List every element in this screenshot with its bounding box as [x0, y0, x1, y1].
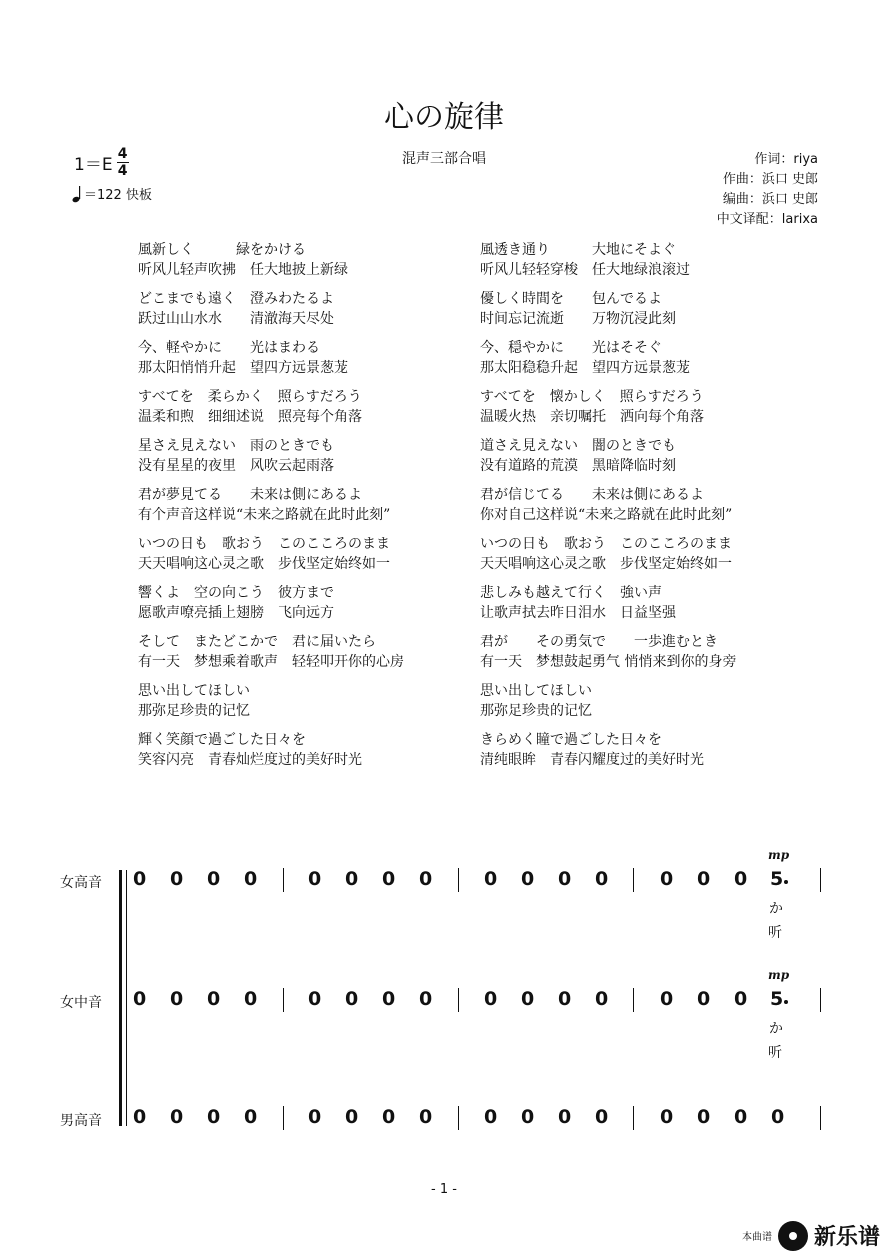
note: 0	[382, 1106, 396, 1128]
lyric-line-japanese: いつの日も 歌おう このこころのまま	[138, 536, 390, 552]
lyric-stanza	[480, 436, 736, 485]
lyric-stanza	[138, 681, 404, 730]
barline	[633, 988, 634, 1012]
subtitle: 混声三部合唱	[402, 151, 486, 167]
lyric-line-japanese: 風透き通り 大地にそよぐ	[480, 242, 676, 258]
quarter-note-icon	[72, 185, 82, 203]
part-label: 女中音	[60, 995, 102, 1011]
note: 0	[133, 988, 147, 1010]
lyric-line-japanese: そして またどこかで 君に届いたら	[138, 634, 376, 650]
lyric-line-japanese: すべてを 懐かしく 照らすだろう	[480, 389, 704, 405]
lyrics-right-column	[480, 240, 736, 779]
note: 0	[660, 1106, 674, 1128]
note: 0	[419, 988, 433, 1010]
tempo-text: ＝122 快板	[84, 188, 152, 203]
note: 0	[382, 988, 396, 1010]
lyric-stanza	[480, 387, 736, 436]
time-top: 4	[117, 146, 128, 162]
lyric-line-japanese: 優しく時間を 包んでるよ	[480, 291, 662, 307]
lyric-line-chinese: 天天唱响这心灵之歌 步伐坚定始终如一	[480, 556, 732, 572]
lyric-stanza	[138, 485, 404, 534]
lyric-line-japanese: 響くよ 空の向こう 彼方まで	[138, 585, 334, 601]
pickup-note: 5	[770, 868, 784, 890]
lyric-line-chinese: 有一天 梦想乘着歌声 轻轻叩开你的心房	[138, 654, 404, 670]
lyric-stanza	[480, 534, 736, 583]
lyric-line-japanese: 星さえ見えない 雨のときでも	[138, 438, 334, 454]
lyric-line-japanese: 君が その勇気で 一歩進むとき	[480, 634, 718, 650]
lyric-line-chinese: 没有道路的荒漠 黑暗降临时刻	[480, 458, 676, 474]
logo-text: 新乐谱	[813, 1225, 880, 1250]
note: 0	[484, 1106, 498, 1128]
lyric-line-japanese: どこまでも遠く 澄みわたるよ	[138, 291, 334, 307]
note: 0	[521, 868, 535, 890]
time-signature	[117, 146, 129, 179]
credit-translator: 中文译配：larixa	[716, 212, 818, 227]
lyric-stanza	[138, 240, 404, 289]
note: 0	[521, 988, 535, 1010]
logo-small-text: 本曲谱	[741, 1232, 772, 1243]
barline	[633, 1106, 634, 1130]
lyric-stanza	[480, 485, 736, 534]
lyric-line-chinese: 听风儿轻轻穿梭 任大地绿浪滚过	[480, 262, 690, 278]
note-lyric-chinese: 听	[768, 1045, 782, 1061]
lyric-line-chinese: 温暖火热 亲切嘱托 洒向每个角落	[480, 409, 704, 425]
credit-lyrics: 作词：riya	[754, 152, 818, 167]
lyric-line-japanese: きらめく瞳で過ごした日々を	[480, 732, 662, 748]
lyric-line-chinese: 听风儿轻声吹拂 任大地披上新绿	[138, 262, 348, 278]
note: 0	[308, 988, 322, 1010]
lyric-stanza	[480, 730, 736, 779]
note: 0	[419, 868, 433, 890]
barline	[283, 868, 284, 892]
note: 0	[484, 988, 498, 1010]
note-lyric-japanese: か	[769, 901, 783, 917]
lyric-line-japanese: 悲しみも越えて行く 強い声	[480, 585, 662, 601]
dot-icon	[784, 1000, 788, 1004]
part-label: 男高音	[60, 1113, 102, 1129]
page-number: - 1 -	[431, 1182, 457, 1197]
credits	[717, 150, 818, 230]
note: 0	[521, 1106, 535, 1128]
lyric-line-chinese: 那弥足珍贵的记忆	[138, 703, 250, 719]
lyric-line-chinese: 笑容闪亮 青春灿烂度过的美好时光	[138, 752, 362, 768]
note: 0	[697, 988, 711, 1010]
part-label: 女高音	[60, 875, 102, 891]
note: 0	[133, 1106, 147, 1128]
note: 0	[595, 988, 609, 1010]
note: 0	[734, 1106, 748, 1128]
key-label: 1＝E	[74, 155, 113, 175]
page-title: 心の旋律	[384, 100, 504, 135]
lyric-stanza	[138, 583, 404, 632]
lyric-line-japanese: 輝く笑顔で過ごした日々を	[138, 732, 306, 748]
key-signature	[74, 146, 129, 179]
note: 0	[207, 1106, 221, 1128]
barline	[458, 988, 459, 1012]
dynamic-marking: mp	[768, 848, 790, 862]
note-lyric-japanese: か	[769, 1021, 783, 1037]
barline	[283, 988, 284, 1012]
lyric-line-chinese: 愿歌声嘹亮插上翅膀 飞向远方	[138, 605, 334, 621]
note: 0	[558, 868, 572, 890]
lyric-stanza	[138, 338, 404, 387]
note-lyric-chinese: 听	[768, 925, 782, 941]
note: 0	[170, 988, 184, 1010]
note: 0	[170, 1106, 184, 1128]
lyric-stanza	[480, 240, 736, 289]
lyric-line-chinese: 温柔和煦 细细述说 照亮每个角落	[138, 409, 362, 425]
lyric-line-japanese: いつの日も 歌おう このこころのまま	[480, 536, 732, 552]
barline	[283, 1106, 284, 1130]
lyric-stanza	[138, 289, 404, 338]
note: 0	[308, 1106, 322, 1128]
note: 0	[345, 1106, 359, 1128]
note: 0	[244, 1106, 258, 1128]
lyric-line-japanese: 思い出してほしい	[480, 683, 592, 699]
lyric-stanza	[138, 387, 404, 436]
lyric-line-chinese: 没有星星的夜里 风吹云起雨落	[138, 458, 334, 474]
lyric-line-japanese: 風新しく 緑をかける	[138, 242, 306, 258]
note: 0	[133, 868, 147, 890]
lyric-stanza	[480, 681, 736, 730]
score-system	[0, 820, 888, 1129]
note: 0	[170, 868, 184, 890]
lyric-stanza	[138, 632, 404, 681]
lyrics-left-column	[138, 240, 404, 779]
note: 0	[771, 1106, 785, 1128]
lyric-line-chinese: 跃过山山水水 清澈海天尽处	[138, 311, 334, 327]
note: 0	[484, 868, 498, 890]
lyric-stanza	[480, 632, 736, 681]
barline	[633, 868, 634, 892]
lyric-line-chinese: 清纯眼眸 青春闪耀度过的美好时光	[480, 752, 704, 768]
lyric-line-japanese: 今、軽やかに 光はまわる	[138, 340, 320, 356]
lyric-line-chinese: 天天唱响这心灵之歌 步伐坚定始终如一	[138, 556, 390, 572]
lyric-stanza	[480, 289, 736, 338]
note: 0	[308, 868, 322, 890]
lyric-line-chinese: 让歌声拭去昨日泪水 日益坚强	[480, 605, 676, 621]
logo	[742, 1220, 880, 1251]
note: 0	[558, 988, 572, 1010]
barline	[820, 868, 821, 892]
lyric-stanza	[138, 436, 404, 485]
tempo-marking	[72, 184, 152, 203]
note: 0	[207, 988, 221, 1010]
lyric-line-japanese: 君が夢見てる 未来は側にあるよ	[138, 487, 362, 503]
barline	[458, 868, 459, 892]
vinyl-disc-icon	[778, 1221, 808, 1251]
note: 0	[207, 868, 221, 890]
note: 0	[734, 868, 748, 890]
note: 0	[419, 1106, 433, 1128]
note: 0	[558, 1106, 572, 1128]
lyric-line-chinese: 你对自己这样说“未来之路就在此时此刻”	[480, 507, 733, 523]
lyric-stanza	[138, 534, 404, 583]
time-bottom: 4	[117, 163, 128, 179]
note: 0	[660, 988, 674, 1010]
note: 0	[595, 1106, 609, 1128]
note: 0	[595, 868, 609, 890]
lyric-line-japanese: 道さえ見えない 闇のときでも	[480, 438, 676, 454]
note: 0	[244, 988, 258, 1010]
lyric-line-japanese: 今、穏やかに 光はそそぐ	[480, 340, 662, 356]
lyric-line-chinese: 时间忘记流逝 万物沉浸此刻	[480, 311, 676, 327]
credit-composer: 作曲：浜口 史郎	[722, 172, 818, 187]
barline	[820, 988, 821, 1012]
note: 0	[734, 988, 748, 1010]
note: 0	[244, 868, 258, 890]
dot-icon	[784, 880, 788, 884]
lyric-stanza	[480, 338, 736, 387]
lyric-stanza	[138, 730, 404, 779]
lyric-line-chinese: 那弥足珍贵的记忆	[480, 703, 592, 719]
note: 0	[345, 988, 359, 1010]
lyric-line-chinese: 有一天 梦想鼓起勇气 悄悄来到你的身旁	[480, 654, 737, 670]
lyric-line-japanese: 君が信じてる 未来は側にあるよ	[480, 487, 704, 503]
barline	[820, 1106, 821, 1130]
lyric-stanza	[480, 583, 736, 632]
credit-arranger: 编曲：浜口 史郎	[722, 192, 818, 207]
lyric-line-japanese: 思い出してほしい	[138, 683, 250, 699]
dynamic-marking: mp	[768, 968, 790, 982]
note: 0	[382, 868, 396, 890]
pickup-note: 5	[770, 988, 784, 1010]
note: 0	[660, 868, 674, 890]
note: 0	[697, 1106, 711, 1128]
note: 0	[345, 868, 359, 890]
lyric-line-chinese: 那太阳悄悄升起 望四方远景葱茏	[138, 360, 348, 376]
lyric-line-chinese: 那太阳稳稳升起 望四方远景葱茏	[480, 360, 690, 376]
note: 0	[697, 868, 711, 890]
barline	[458, 1106, 459, 1130]
lyric-line-chinese: 有个声音这样说“未来之路就在此时此刻”	[138, 507, 391, 523]
lyric-line-japanese: すべてを 柔らかく 照らすだろう	[138, 389, 362, 405]
